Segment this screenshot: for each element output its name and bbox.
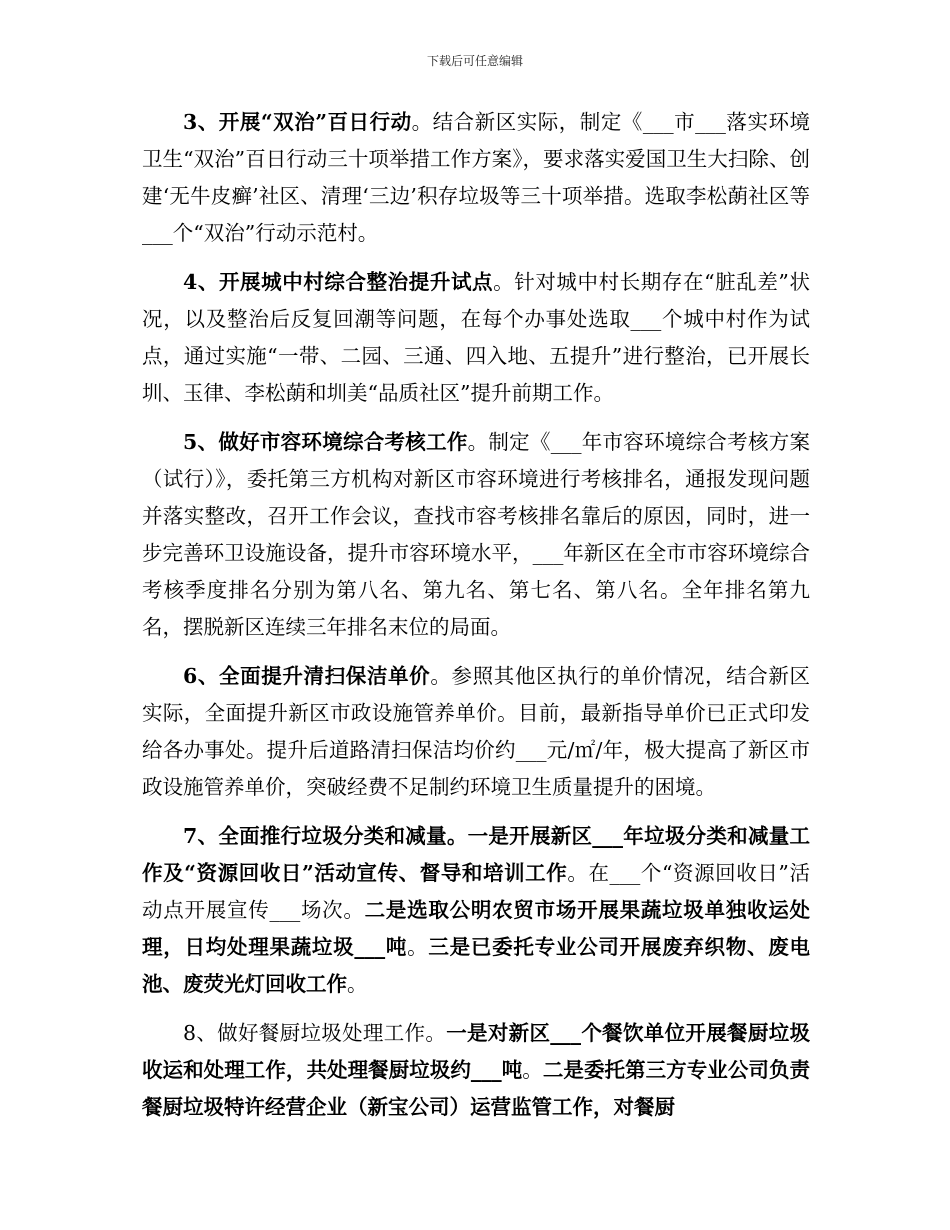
paragraph-3 — [142, 104, 810, 252]
heading-8: 8、做好餐厨垃圾处理工作 — [183, 1021, 426, 1045]
text-7a: 。在___个“资源回收日”活动点开展宣传___场次。 — [142, 861, 810, 922]
text-5: 。制定《___年市容环境综合考核方案（试行）》，委托第三方机构对新区市容环境进行考核排名，通报发现问题并落实整改，召开工作会议，查找市容考核排名靠后的原因，同时，进一步完善环卫设施设备，提升市容环境水平，___年新区在全市市容环境综合考核季度排名分别为第八名、第九名、第七名、第八名。全年排名第九名，摆脱新区连续三年排名末位的局面。 — [142, 430, 811, 639]
paragraph-7 — [142, 818, 810, 1003]
text-8a: 。 — [425, 1021, 447, 1045]
text-7c: 。 — [407, 935, 429, 959]
paragraph-8 — [142, 1015, 810, 1126]
heading-7: 7、全面推行垃圾分类和减量。一是开展新区___年垃圾分类和减量工作及“资源回收日”活动宣传、督导和培训工作 — [142, 824, 810, 885]
paragraph-5 — [142, 424, 810, 646]
text-7d: 三是已委托专业公司开展废弃织物、废电池、废荧光灯回收工作 — [142, 935, 811, 996]
document-body — [142, 104, 810, 1138]
text-7e: 。 — [347, 972, 368, 996]
heading-5: 5、做好市容环境综合考核工作 — [183, 430, 468, 454]
text-3: 。结合新区实际，制定《___市___落实环境卫生“双治”百日行动三十项举措工作方案》，要求落实爱国卫生大扫除、创建‘无牛皮癣’社区、清理‘三边’积存垃圾等三十项举措。选取李松蓢社区等___个“双治”行动示范村。 — [142, 110, 810, 245]
page-header: 下载后可任意编辑 — [426, 54, 523, 68]
heading-3: 3、开展“双治”百日行动 — [183, 110, 412, 134]
heading-6: 6、全面提升清扫保洁单价 — [183, 664, 431, 688]
heading-4: 4、开展城中村综合整治提升试点 — [183, 270, 494, 294]
text-7b: 二是选取公明农贸市场开展果蔬垃圾单独收运处理，日均处理果蔬垃圾___吨 — [142, 898, 811, 959]
paragraph-6 — [142, 658, 810, 806]
text-8d: 二是委托第三方专业公司负责餐厨垃圾特许经营企业（新宝公司）运营监管工作，对餐厨 — [142, 1058, 811, 1119]
paragraph-4 — [142, 264, 810, 412]
text-8c: 。 — [522, 1058, 543, 1082]
text-4: 。针对城中村长期存在“脏乱差”状况，以及整治后反复回潮等问题，在每个办事处选取___个城中村作为试点，通过实施“一带、二园、三通、四入地、五提升”进行整治，已开展长圳、玉律、李松蓢和圳美“品质社区”提升前期工作。 — [142, 270, 810, 405]
text-8b: 一是对新区___个餐饮单位开展餐厨垃圾收运和处理工作，共处理餐厨垃圾约___吨 — [142, 1021, 811, 1082]
text-6: 。参照其他区执行的单价情况，结合新区实际，全面提升新区市政设施管养单价。目前，最新指导单价已正式印发给各办事处。提升后道路清扫保洁均价约___元/㎡/年，极大提高了新区市政设施管养单价，突破经费不足制约环境卫生质量提升的困境。 — [142, 664, 811, 799]
